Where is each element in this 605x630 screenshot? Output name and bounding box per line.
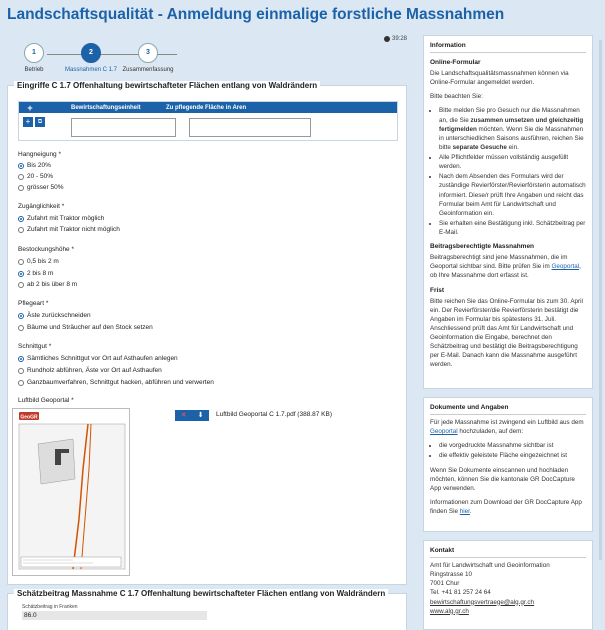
- radio-checked-icon: [18, 313, 24, 319]
- radio-icon: [18, 185, 24, 191]
- estimate-card: [7, 589, 407, 630]
- list-item: • Nach dem Absenden des Formulars wird der zuständige Revierförster/Revierförsterin automatisch informiert. Diese/r prüft Ihre Angaben und reicht das Formular beim Amt für Landwirtschaft und Geoinformation ein.: [439, 172, 586, 218]
- aerial-image-label: Luftbild Geoportal *: [18, 397, 74, 404]
- documents-heading: Dokumente und Angaben: [430, 404, 509, 411]
- map-logo-text: GeoGR: [20, 414, 38, 421]
- documents-card: [423, 397, 593, 532]
- option-label: Äste zurückschneiden: [27, 312, 91, 319]
- row-copy-icon[interactable]: ⧉: [35, 117, 45, 127]
- contact-line-office: Amt für Landwirtschaft und Geoinformation: [430, 562, 550, 569]
- radio-icon: [18, 282, 24, 288]
- divider: [430, 414, 586, 415]
- cuttings-label: Schnittgut *: [18, 343, 52, 350]
- step-2-label: Massnahmen C 1.7: [64, 67, 118, 73]
- radio-icon: [18, 368, 24, 374]
- contact-heading: Kontakt: [430, 547, 455, 554]
- access-label: Zugänglichkeit *: [18, 203, 65, 210]
- doccapture-download-text: Informationen zum Download der GR DocCapture App finden Sie hier.: [430, 498, 582, 515]
- column-header-unit: Bewirtschaftungseinheit: [71, 104, 141, 111]
- list-item: • Bitte melden Sie pro Gesuch nur die Massnahmen an, die Sie zusammen umsetzen und gleichzeitig fertigmelden möchten. Wenn Sie die Massnahmen in unterschiedlichen Saisons ausführen, reichen Sie bitte separate Gesuche ein.: [439, 106, 586, 152]
- step-1[interactable]: [4, 43, 64, 73]
- step-3[interactable]: [118, 43, 178, 73]
- cuttings-option-2[interactable]: [18, 367, 162, 374]
- slope-option-2[interactable]: [18, 173, 53, 180]
- step-2[interactable]: [61, 43, 121, 73]
- option-label: ab 2 bis über 8 m: [27, 281, 78, 288]
- step-3-label: Zusammenfassung: [122, 67, 174, 73]
- access-option-2[interactable]: [18, 226, 120, 233]
- radio-checked-icon: [18, 216, 24, 222]
- column-header-area: Zu pflegende Fläche in Aren: [166, 104, 247, 111]
- row-add-icon[interactable]: +: [23, 117, 33, 127]
- page-title: Landschaftsqualität - Anmeldung einmalige forstliche Massnahmen: [7, 6, 505, 23]
- radio-icon: [18, 174, 24, 180]
- download-file-icon[interactable]: ⬇: [192, 410, 209, 421]
- care-type-label: Pflegeart *: [18, 300, 49, 307]
- radio-icon: [18, 259, 24, 265]
- info-card: [423, 35, 593, 389]
- option-label: Sämtliches Schnittgut vor Ort auf Asthaufen anlegen: [27, 355, 178, 362]
- aerial-image-preview[interactable]: [12, 408, 130, 576]
- deadline-heading: Frist: [430, 286, 445, 294]
- units-table: [18, 101, 398, 141]
- deadline-text: Bitte reichen Sie das Online-Formular bis zum 30. April ein. Der Revierförster/die Revierförsterin bestätigt die Angaben im Formular bis spätestens 31. Juli. Anschliessend prüft das Amt für Landwirtschaft und Geoinformation die Eingabe, berechnet den Schätzbeitrag und bestätigt die Beitragsberechtigung per E-Mail. Danach kann die Massnahme ausgeführt werden.: [430, 297, 583, 369]
- table-row: [19, 113, 397, 141]
- radio-checked-icon: [18, 356, 24, 362]
- list-item: • die vorgedruckte Massnahme sichtbar ist: [439, 441, 586, 450]
- contact-card: [423, 540, 593, 630]
- divider: [430, 52, 586, 53]
- info-sidebar: [423, 35, 593, 630]
- contact-line-street: Ringstrasse 10: [430, 571, 472, 579]
- timer-value: 39:28: [391, 36, 407, 42]
- height-label: Bestockungshöhe *: [18, 246, 75, 253]
- delete-file-icon[interactable]: ✕: [175, 410, 192, 421]
- option-label: grösser 50%: [27, 184, 64, 191]
- download-info-link[interactable]: hier: [459, 508, 470, 515]
- contact-website-link[interactable]: www.alg.gr.ch: [430, 607, 469, 615]
- radio-icon: [18, 227, 24, 233]
- option-label: Bis 20%: [27, 162, 51, 169]
- contact-line-phone: Tel. +41 81 257 24 64: [430, 589, 491, 597]
- session-timer: [384, 36, 407, 42]
- stepper-area: [7, 30, 409, 84]
- file-actions: [175, 410, 209, 421]
- slope-option-1[interactable]: [18, 162, 51, 169]
- slope-option-3[interactable]: [18, 184, 64, 191]
- map-drawing: [13, 409, 130, 576]
- height-option-1[interactable]: [18, 258, 59, 265]
- online-form-heading: Online-Formular: [430, 59, 481, 66]
- option-label: Rundholz abführen, Äste vor Ort auf Asthaufen: [27, 367, 162, 374]
- area-input[interactable]: [189, 118, 311, 137]
- step-1-number: 1: [24, 43, 44, 63]
- doccapture-text: Wenn Sie Dokumente einscannen und hochladen möchten, können Sie die kantonale GR DocCapture App verwenden.: [430, 466, 575, 492]
- radio-checked-icon: [18, 271, 24, 277]
- list-item: • die effektiv geleistete Fläche eingezeichnet ist: [439, 451, 586, 460]
- eligible-measures-text: Beitragsberechtigt sind jene Massnahmen, die im Geoportal sichtbar sind. Bitte prüfen Sie im Geoportal, ob Ihre Massnahme dort erfasst ist.: [430, 254, 581, 280]
- access-option-1[interactable]: [18, 215, 104, 222]
- height-option-3[interactable]: [18, 281, 77, 288]
- uploaded-file-name[interactable]: Luftbild Geoportal C 1.7.pdf (388.87 KB): [216, 411, 332, 418]
- form-section-title: Eingriffe C 1.7 Offenhaltung bewirtschafteter Flächen entlang von Waldrändern: [14, 81, 320, 90]
- list-item: • Alle Pflichtfelder müssen vollständig ausgefüllt werden.: [439, 153, 586, 171]
- height-option-2[interactable]: [18, 270, 53, 277]
- option-label: Bäume und Sträucher auf den Stock setzen: [27, 324, 153, 331]
- option-label: Zufahrt mit Traktor nicht möglich: [27, 226, 120, 233]
- option-label: 20 - 50%: [27, 173, 54, 180]
- option-label: 0,5 bis 2 m: [27, 258, 59, 265]
- geoportal-link[interactable]: Geoportal: [551, 263, 580, 271]
- info-heading: Information: [430, 42, 466, 49]
- option-label: Zufahrt mit Traktor möglich: [27, 215, 105, 222]
- eligible-measures-heading: Beitragsberechtigte Massnahmen: [430, 243, 535, 251]
- contact-line-city: 7001 Chur: [430, 580, 460, 588]
- unit-input[interactable]: [71, 118, 176, 137]
- clock-icon: [384, 36, 390, 42]
- estimate-label: Schätzbeitrag in Franken: [22, 604, 78, 610]
- radio-icon: [18, 325, 24, 331]
- divider: [430, 557, 586, 558]
- option-label: Ganzbaumverfahren, Schnittgut hacken, abführen und verwerten: [27, 379, 214, 386]
- notice-list: [430, 106, 586, 237]
- units-table-header: [19, 102, 397, 113]
- add-row-icon[interactable]: +: [27, 102, 33, 113]
- care-type-option-1[interactable]: [18, 312, 91, 319]
- contact-email-link[interactable]: bewirtschaftungsvertraege@alg.gr.ch: [430, 598, 535, 606]
- cuttings-option-3[interactable]: [18, 379, 214, 386]
- slope-label: Hangneigung *: [18, 151, 62, 158]
- page-scrollbar[interactable]: [599, 40, 602, 560]
- option-label: 2 bis 8 m: [27, 270, 54, 277]
- estimate-section-title: Schätzbeitrag Massnahme C 1.7 Offenhaltung bewirtschafteter Flächen entlang von Waldrändern: [14, 589, 388, 598]
- care-type-option-2[interactable]: [18, 324, 153, 331]
- documents-text: Für jede Massnahme ist zwingend ein Luftbild aus dem Geoportal hochzuladen, auf dem:: [430, 419, 584, 436]
- notice-intro: Bitte beachten Sie:: [430, 93, 483, 101]
- radio-icon: [18, 380, 24, 386]
- step-2-number: 2: [81, 43, 101, 63]
- geoportal-link[interactable]: Geoportal: [430, 428, 458, 436]
- cuttings-option-1[interactable]: [18, 355, 178, 362]
- step-1-label: Betrieb: [24, 67, 44, 73]
- list-item: • Sie erhalten eine Bestätigung inkl. Schätzbeitrag per E-Mail.: [439, 219, 586, 237]
- radio-checked-icon: [18, 163, 24, 169]
- online-form-text: Die Landschaftsqualitätsmassnahmen können via Online-Formular angemeldet werden.: [430, 70, 569, 87]
- step-3-number: 3: [138, 43, 158, 63]
- stepper: [7, 30, 409, 84]
- estimate-value: 86.0: [22, 611, 207, 620]
- documents-list: [430, 441, 586, 460]
